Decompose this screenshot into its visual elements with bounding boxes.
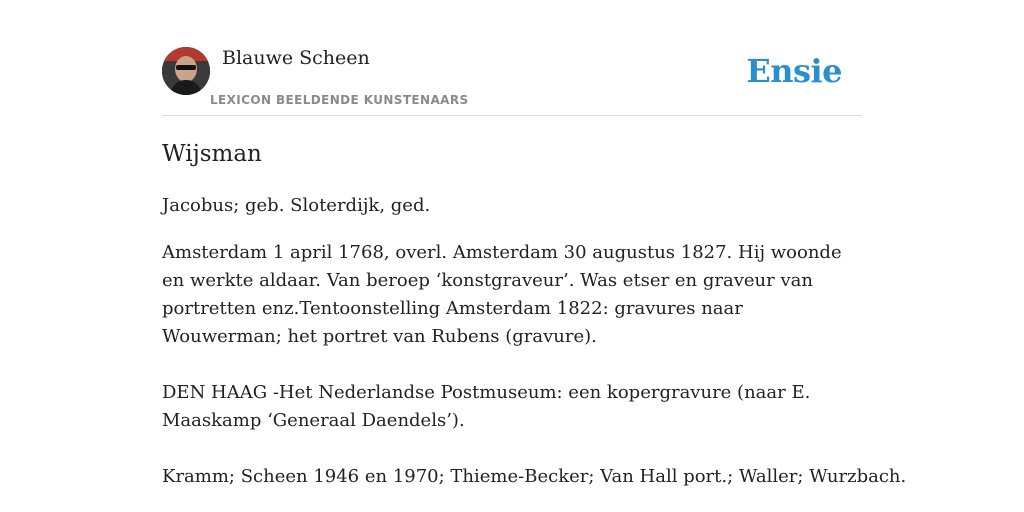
article-paragraph: Kramm; Scheen 1946 en 1970; Thieme-Becker; Van Hall port.; Waller; Wurzbach. xyxy=(162,466,907,487)
article-paragraph: Jacobus; geb. Sloterdijk, ged. xyxy=(162,195,431,216)
article-paragraph: DEN HAAG -Het Nederlandse Postmuseum: een kopergravure (naar E. Maaskamp ‘Generaal Daendels’). xyxy=(162,382,811,431)
article-body xyxy=(162,136,907,491)
article-paragraph: Amsterdam 1 april 1768, overl. Amsterdam 30 augustus 1827. Hij woonde en werkte aldaar. Van beroep ‘konstgraveur’. Was etser en graveur van portretten enz.Tentoonstelling Amsterdam 1822: gravures naar Wouwerman; het portret van Rubens (gravure). xyxy=(162,242,842,347)
author-avatar[interactable] xyxy=(162,47,210,95)
article-title: Wijsman xyxy=(162,141,262,167)
author-name[interactable]: Blauwe Scheen xyxy=(222,47,370,69)
brand-logo[interactable]: Ensie xyxy=(746,52,842,90)
article-header xyxy=(162,46,862,116)
author-photo-icon xyxy=(162,47,210,95)
section-label[interactable]: LEXICON BEELDENDE KUNSTENAARS xyxy=(210,93,469,107)
